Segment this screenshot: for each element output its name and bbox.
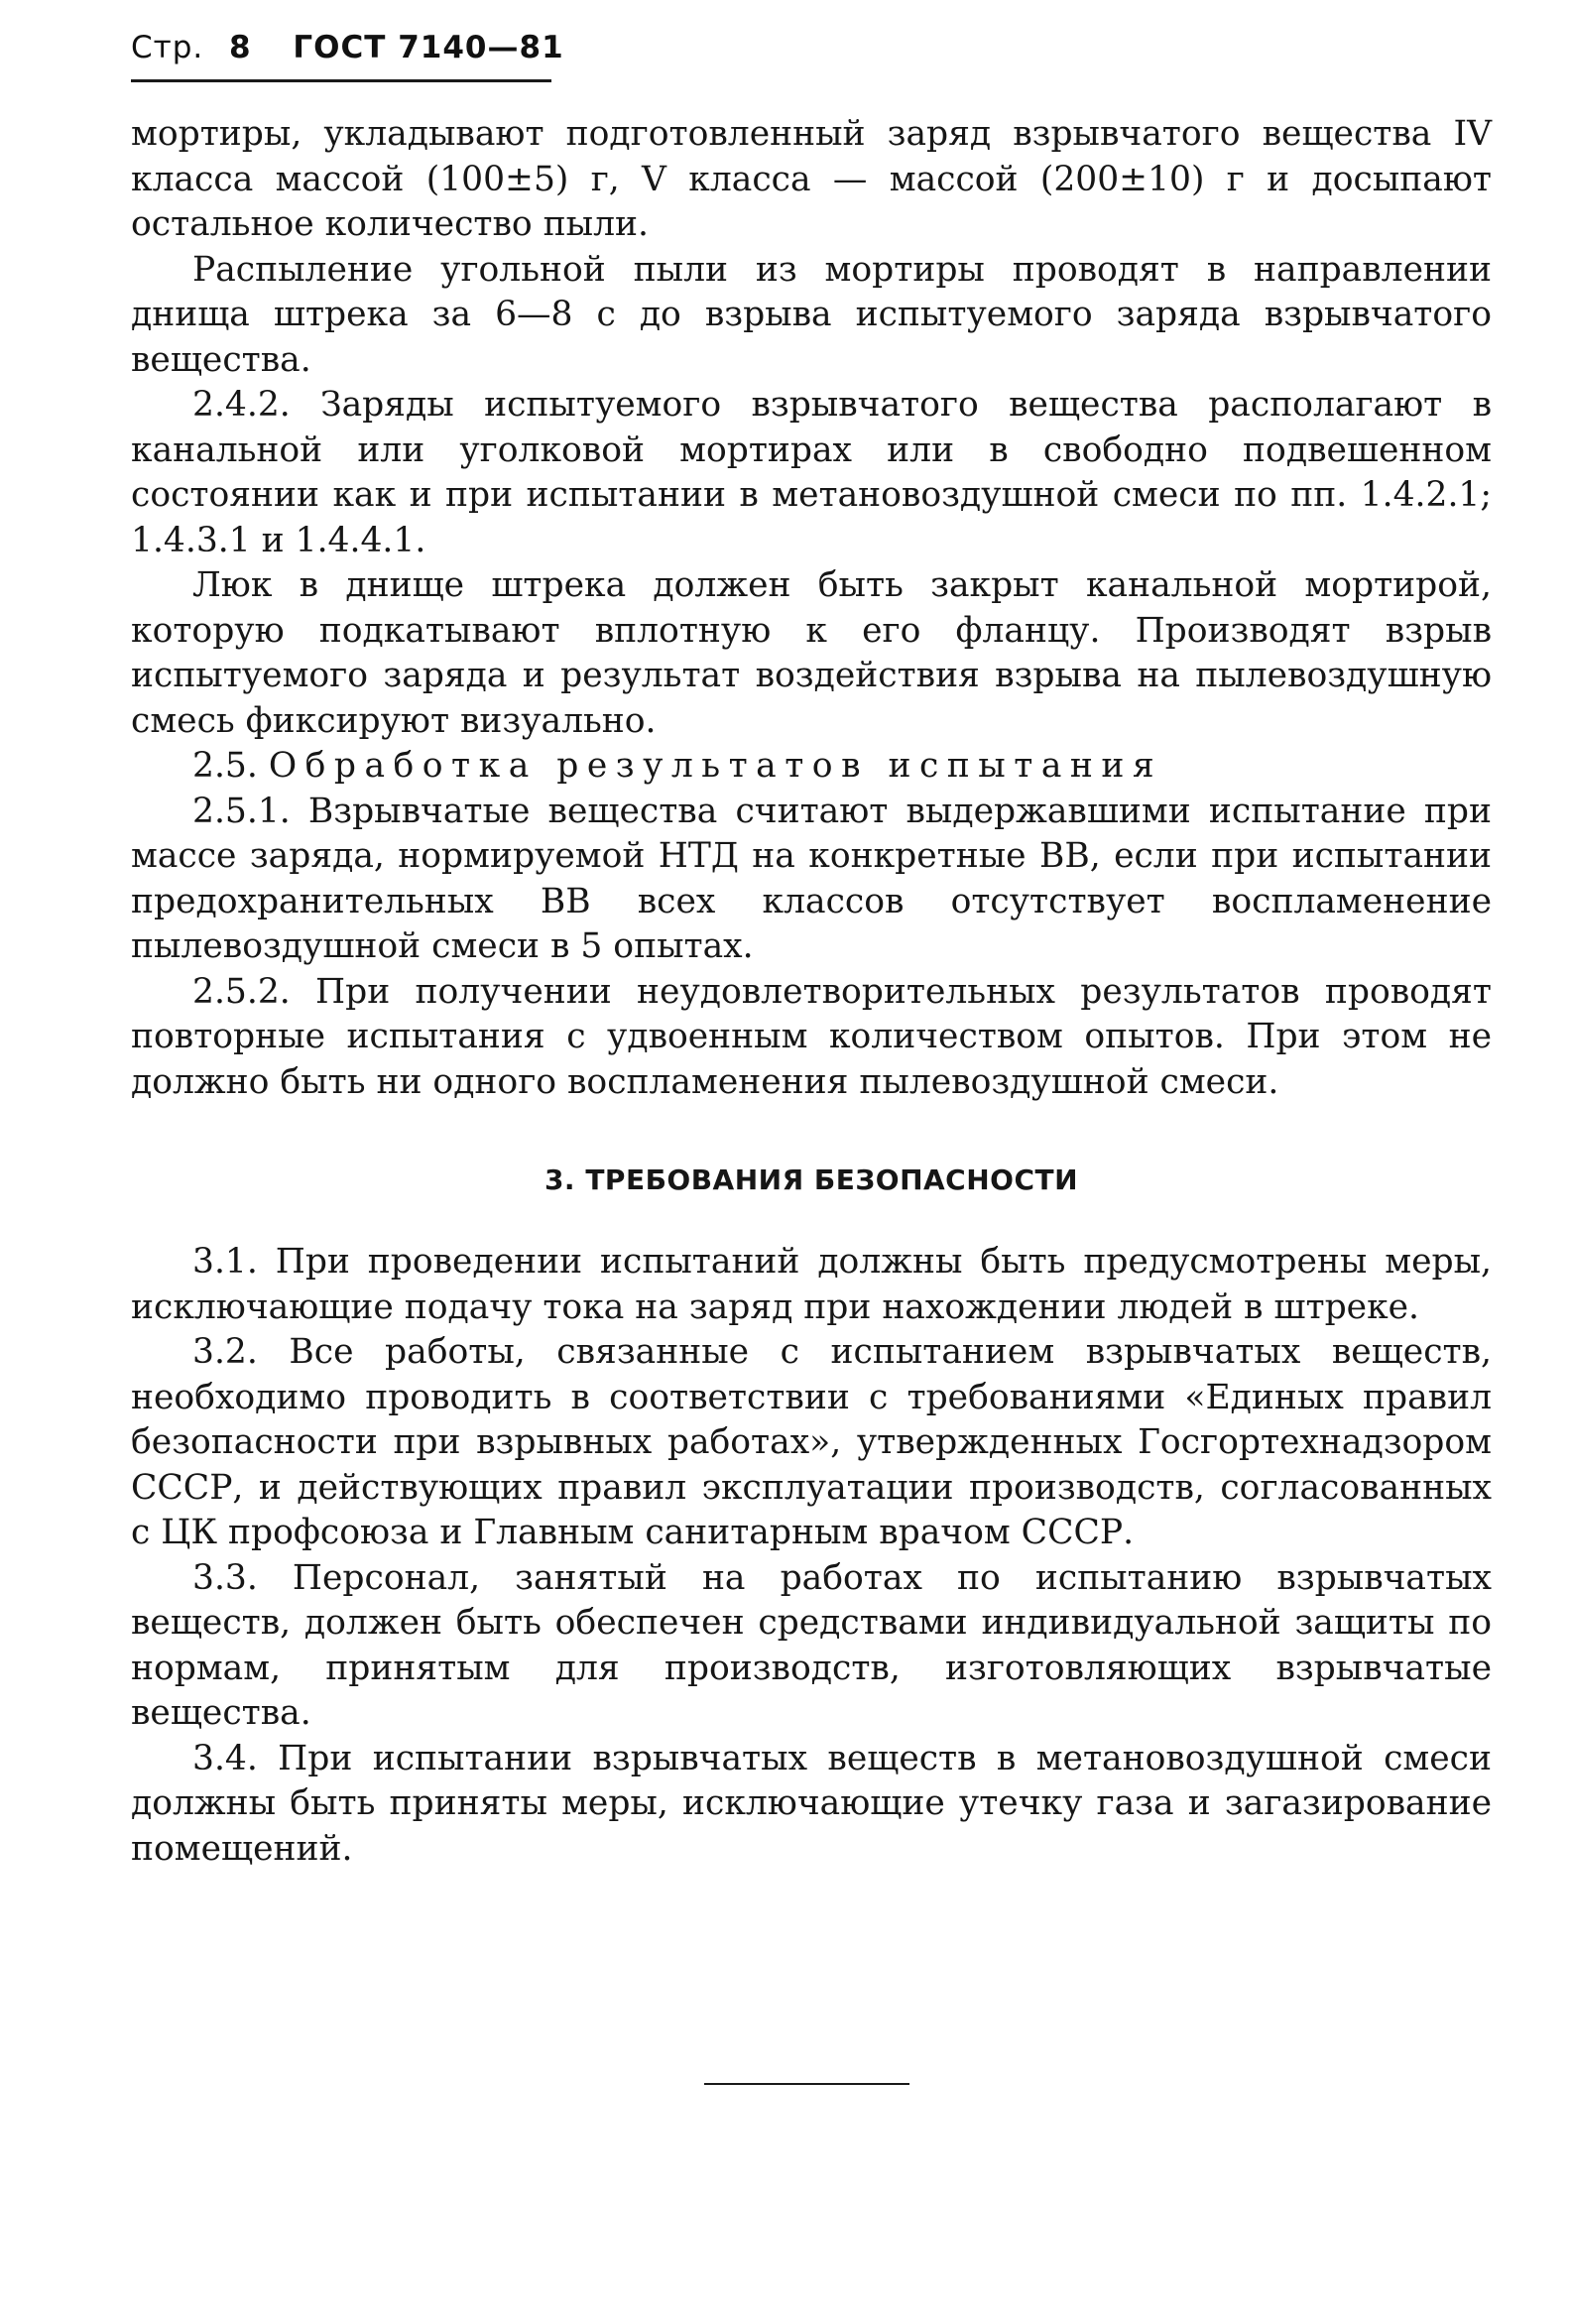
- subsection-heading-2-5: [131, 744, 1492, 790]
- clause-3-2: 3.2. Все работы, связанные с испытанием взрывчатых веществ, необходимо проводить в соответствии с требованиями «Единых правил безопасности при взрывных работах», утвержденных Госгортехнадзором СССР, и действующих правил эксплуатации производств, согласованных с ЦК профсоюза и Главным санитарным врачом СССР.: [131, 1332, 1492, 1552]
- standard-code: ГОСТ 7140—81: [293, 30, 564, 65]
- paragraph-continued: мортиры, укладывают подготовленный заряд взрывчатого вещества IV класса массой (100±5) г, V класса — массой (200±10) г и досыпают остальное количество пыли.: [131, 114, 1492, 244]
- clause-3-3: 3.3. Персонал, занятый на работах по испытанию взрывчатых веществ, должен быть обеспечен средствами индивидуальной защиты по нормам, принятым для производств, изготовляющих взрывчатые вещества.: [131, 1557, 1492, 1733]
- section-title: 3. ТРЕБОВАНИЯ БЕЗОПАСНОСТИ: [544, 1163, 1079, 1196]
- page-number: 8: [229, 30, 252, 65]
- clause-2-5-2: 2.5.2. При получении неудовлетворительных результатов проводят повторные испытания с удвоенным количеством опытов. При этом не должно быть ни одного воспламенения пылевоздушной смеси.: [131, 971, 1492, 1102]
- end-rule: [704, 2083, 909, 2085]
- paragraph: Люк в днище штрека должен быть закрыт канальной мортирой, которую подкатывают вплотную к его фланцу. Производят взрыв испытуемого заряда и результат воздействия взрыва на пылевоздушную смесь фиксируют визуально.: [131, 565, 1492, 741]
- header-rule: [131, 79, 551, 82]
- document-body: [131, 112, 1492, 1872]
- paragraph: Распыление угольной пыли из мортиры проводят в направлении днища штрека за 6—8 с до взрыва испытуемого заряда взрывчатого вещества.: [131, 249, 1492, 380]
- subsection-number: 2.5.: [192, 746, 258, 786]
- page-label: Стр.: [131, 30, 204, 65]
- running-header: [131, 30, 564, 65]
- clause-3-1: 3.1. При проведении испытаний должны быть предусмотрены меры, исключающие подачу тока на заряд при нахождении людей в штреке.: [131, 1242, 1492, 1327]
- clause-2-5-1: 2.5.1. Взрывчатые вещества считают выдержавшими испытание при массе заряда, нормируемой НТД на конкретные ВВ, если при испытании предохранительных ВВ всех классов отсутствует воспламенение пылевоздушной смеси в 5 опытах.: [131, 791, 1492, 966]
- subsection-title: Обработка результатов испытания: [268, 746, 1163, 786]
- clause-3-4: 3.4. При испытании взрывчатых веществ в метановоздушной смеси должны быть приняты меры, исключающие утечку газа и загазирование помещений.: [131, 1738, 1492, 1869]
- clause-2-4-2: 2.4.2. Заряды испытуемого взрывчатого вещества располагают в канальной или уголковой мортирах или в свободно подвешенном состоянии как и при испытании в метановоздушной смеси по пп. 1.4.2.1; 1.4.3.1 и 1.4.4.1.: [131, 385, 1492, 560]
